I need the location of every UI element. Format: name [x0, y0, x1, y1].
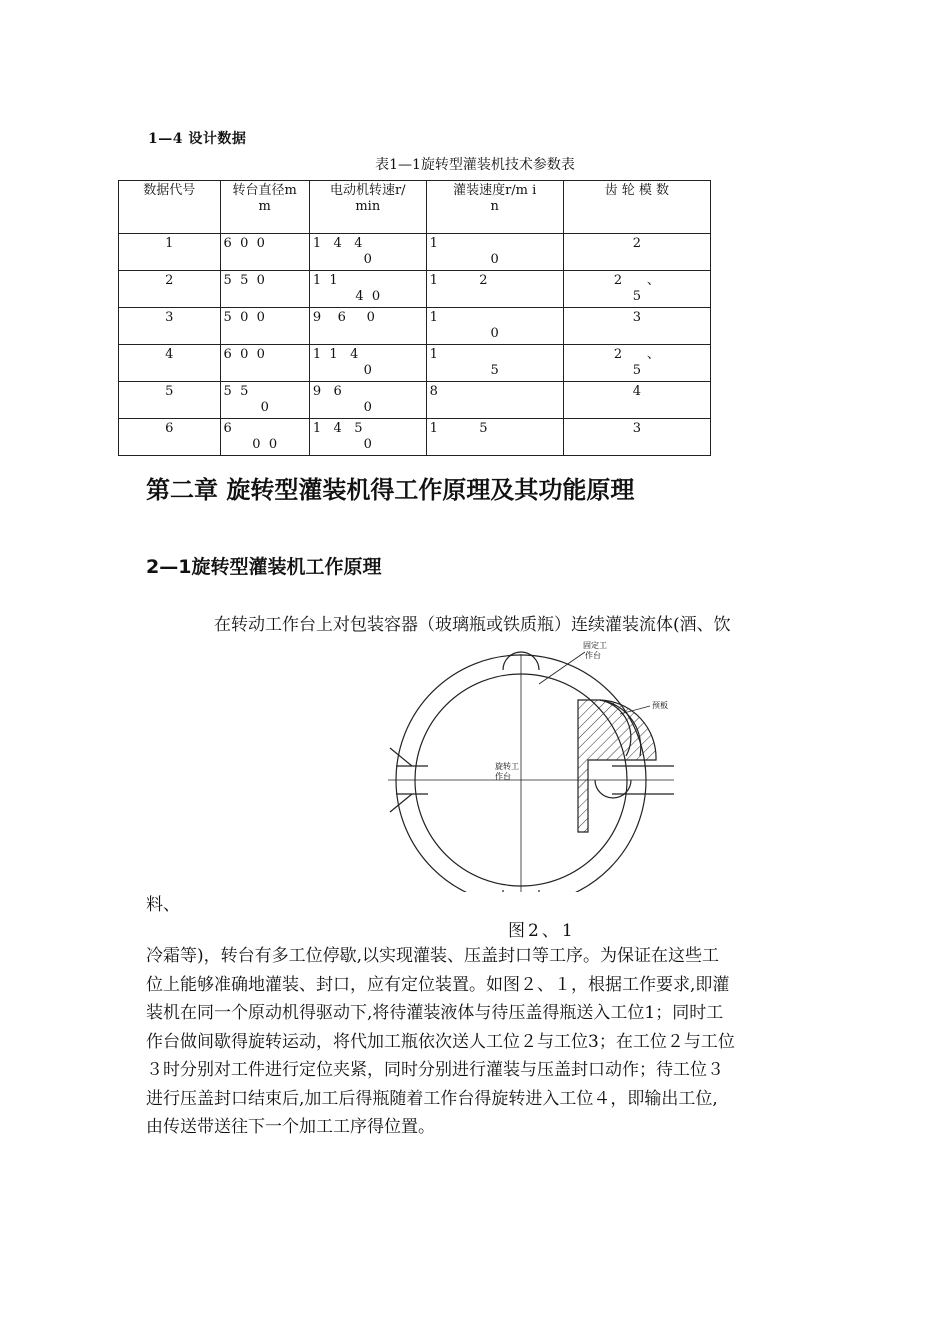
table-row	[119, 271, 711, 308]
cell-text: 0	[490, 326, 499, 341]
section-heading-1-4: 1—4 设计数据	[148, 131, 247, 147]
table-cell	[426, 308, 563, 345]
cell-text: 1	[165, 236, 174, 251]
infeed-guide-2	[390, 794, 412, 812]
header-cell	[119, 181, 221, 234]
label-rotary-line1: 旋转工	[495, 762, 519, 771]
body-paragraph	[146, 942, 810, 1142]
rotary-filler-diagram	[380, 632, 690, 892]
section-heading-2-1: 2—1旋转型灌装机工作原理	[146, 556, 382, 578]
table-cell	[119, 271, 221, 308]
cell-text: 0	[363, 437, 372, 452]
table-cell	[220, 271, 309, 308]
cell-text: 齿 轮 模 数	[604, 183, 670, 198]
cell-text: 8	[429, 384, 438, 399]
cell-text: 3	[165, 310, 174, 325]
table-cell	[563, 271, 710, 308]
label-fixed-line2: 作台	[585, 651, 601, 660]
cell-text: 9 6 0	[312, 310, 375, 325]
label-preset: 预板	[652, 701, 668, 710]
cell-text: 1 1	[312, 273, 338, 288]
parameter-table	[118, 180, 711, 456]
body-line: 位上能够准确地灌装、封口，应有定位装置。如图２、１，根据工作要求,即灌	[146, 974, 730, 995]
cell-text: 5	[490, 363, 499, 378]
cell-text: 0	[363, 363, 372, 378]
cell-text: 9 6	[312, 384, 342, 399]
header-cell	[426, 181, 563, 234]
cell-text: m	[258, 199, 271, 214]
cell-text: 1 4 5	[312, 421, 363, 436]
body-line: 装机在同一个原动机得驱动下,将待灌装液体与待压盖得瓶送入工位1；同时工	[146, 1003, 724, 1023]
paragraph-continuation: 料、	[146, 895, 180, 915]
cell-text: 5	[632, 363, 641, 378]
table-cell	[563, 382, 710, 419]
chapter-title: 第二章 旋转型灌装机得工作原理及其功能原理	[146, 476, 635, 504]
paragraph-intro: 在转动工作台上对包装容器（玻璃瓶或铁质瓶）连续灌装流体(酒、饮	[214, 615, 731, 635]
figure-caption: 图2、1	[508, 921, 576, 941]
table-header-row	[119, 181, 711, 234]
label-rotary-line2: 作台	[495, 772, 511, 781]
cell-text: 转台直径m	[232, 183, 297, 198]
cell-text: 0	[490, 252, 499, 267]
cell-text: 6	[223, 421, 232, 436]
header-cell	[309, 181, 426, 234]
header-cell	[563, 181, 710, 234]
cell-text: 0 0	[252, 437, 278, 452]
cell-text: 6 0 0	[223, 236, 265, 251]
leader-fixed	[539, 652, 585, 684]
body-line: 进行压盖封口结束后,加工后得瓶随着工作台得旋转进入工位４，即输出工位,	[146, 1088, 718, 1109]
cell-text: 灌装速度r/m i	[453, 183, 537, 198]
cell-text: 5	[632, 289, 641, 304]
table-cell	[220, 234, 309, 271]
table-cell	[426, 234, 563, 271]
table-cell	[119, 234, 221, 271]
cell-text: 6	[165, 421, 174, 436]
body-line: 由传送带送往下一个加工工序得位置。	[146, 1117, 435, 1137]
cell-text: 5	[165, 384, 174, 399]
table-cell	[119, 308, 221, 345]
table-cell	[563, 419, 710, 456]
body-line: 冷霜等)，转台有多工位停歇,以实现灌装、压盖封口等工序。为保证在这些工	[146, 946, 720, 966]
cell-text: 4	[632, 384, 641, 399]
table-cell	[426, 382, 563, 419]
header-cell	[220, 181, 309, 234]
table-row	[119, 382, 711, 419]
table-cell	[309, 234, 426, 271]
table-cell	[426, 419, 563, 456]
body-line: 作台做间歇得旋转运动，将代加工瓶依次送人工位２与工位3；在工位２与工位	[146, 1031, 735, 1052]
table-cell	[563, 308, 710, 345]
cell-text: 4 0	[355, 289, 381, 304]
cell-text: 1 5	[429, 421, 488, 436]
table-cell	[220, 345, 309, 382]
table-cell	[309, 345, 426, 382]
cell-text: 5 0 0	[223, 310, 265, 325]
table-cell	[309, 308, 426, 345]
body-line: ３时分别对工件进行定位夹紧，同时分别进行灌装与压盖封口动作；待工位３	[146, 1060, 724, 1080]
table-cell	[220, 308, 309, 345]
cell-text: 2	[165, 273, 174, 288]
cell-text: 1	[429, 310, 438, 325]
cell-text: 5 5	[223, 384, 249, 399]
cell-text: 1 1 4	[312, 347, 359, 362]
cell-text: 1 4 4	[312, 236, 363, 251]
cell-text: 电动机转速r/	[329, 183, 406, 198]
cell-text: 2 、	[613, 347, 660, 362]
cell-text: 5 5 0	[223, 273, 265, 288]
table-cell	[309, 271, 426, 308]
table-cell	[309, 419, 426, 456]
table-cell	[119, 382, 221, 419]
cell-text: 2 、	[613, 273, 660, 288]
cell-text: n	[490, 199, 499, 214]
table-cell	[309, 382, 426, 419]
table-cell	[426, 271, 563, 308]
table-caption: 表1—1旋转型灌装机技术参数表	[375, 157, 575, 173]
table-row	[119, 419, 711, 456]
infeed-guide-1	[390, 748, 412, 766]
cell-text: 0	[260, 400, 269, 415]
cell-text: 1 2	[429, 273, 488, 288]
cell-text: 数据代号	[143, 183, 196, 198]
cell-text: 1	[429, 236, 438, 251]
cell-text: 1	[429, 347, 438, 362]
cell-text: 3	[632, 310, 641, 325]
table-cell	[119, 345, 221, 382]
table-cell	[563, 234, 710, 271]
cell-text: 3	[632, 421, 641, 436]
table-cell	[220, 419, 309, 456]
cell-text: 2	[632, 236, 641, 251]
table-cell	[426, 345, 563, 382]
table-cell	[119, 419, 221, 456]
table-cell	[563, 345, 710, 382]
cell-text: 6 0 0	[223, 347, 265, 362]
table-cell	[220, 382, 309, 419]
table-row	[119, 308, 711, 345]
cell-text: 0	[363, 252, 372, 267]
table-row	[119, 234, 711, 271]
table-row	[119, 345, 711, 382]
cell-text: 4	[165, 347, 174, 362]
cell-text: min	[355, 199, 381, 214]
cell-text: 0	[363, 400, 372, 415]
label-fixed-line1: 固定工	[583, 641, 607, 650]
